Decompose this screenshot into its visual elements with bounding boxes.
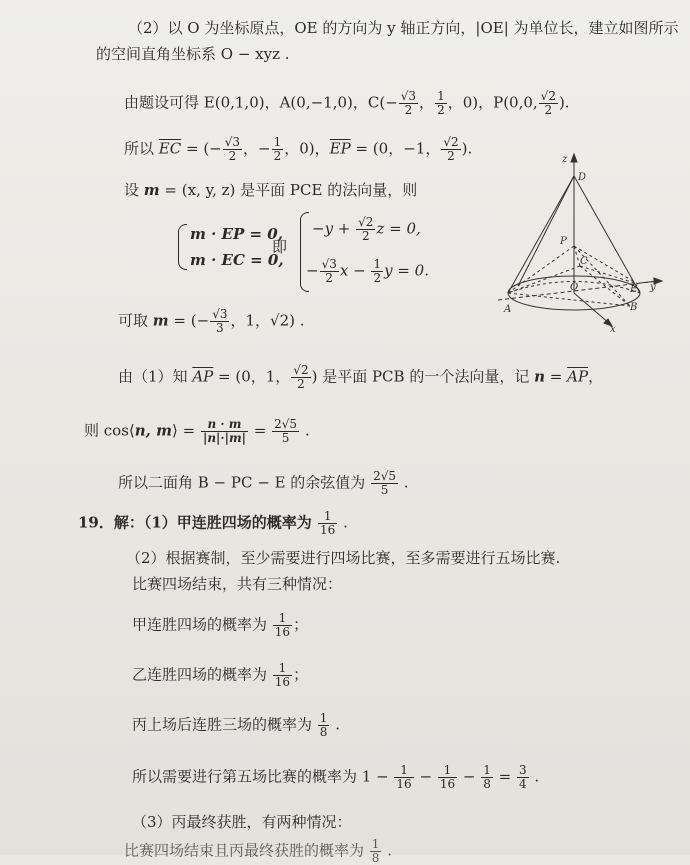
prob-fifth-game <box>132 764 539 791</box>
cos-part-a: 则 cos⟨ <box>84 421 135 440</box>
fifth-equals: = <box>493 767 516 786</box>
text-line-vectors <box>124 136 472 163</box>
fraction-1-over-8: $\frac{1}{8}$ <box>371 837 380 865</box>
jia-text: 甲连胜四场的概率为 <box>132 615 272 634</box>
vectors-part-a: 所以 <box>124 139 159 158</box>
label-p: P <box>560 236 567 247</box>
eq1-part-a: −y + <box>312 219 356 238</box>
text-line-take-m <box>118 308 305 335</box>
take-m-part-c: = (− <box>168 311 210 330</box>
fraction-sqrt2-over-2: $\frac{√2}{2}$ <box>293 363 309 391</box>
coords-part-d: ). <box>558 93 570 112</box>
fraction-2sqrt5-over-5: $\frac{2√5}{5}$ <box>274 417 298 445</box>
label-c: C <box>580 256 588 267</box>
problem-19-part-2: （2）根据赛制，至少需要进行四场比赛，至多需要进行五场比赛. <box>126 549 561 567</box>
vector-ep: $\overline{EP}$ <box>329 139 351 158</box>
cos-part-e: . <box>300 421 310 440</box>
coords-part-c: ，0)，P(0,0, <box>447 93 538 112</box>
text-line-ap <box>118 364 603 391</box>
cone-figure <box>498 148 678 338</box>
edge-da <box>518 176 574 286</box>
ap-part-c: = (0，1， <box>213 367 291 386</box>
system1-eq2: m · EC = 0, <box>190 251 284 269</box>
fraction-sqrt3-over-2: $\frac{√3}{2}$ <box>400 89 417 117</box>
line-pa <box>508 246 574 293</box>
eq2-part-c: y = 0. <box>384 261 429 280</box>
coords-comma: ， <box>419 93 435 112</box>
label-z: z <box>562 154 568 165</box>
eq1-part-b: z = 0, <box>376 219 421 238</box>
text-line-2: 的空间直角坐标系 O − xyz . <box>96 45 290 63</box>
vectors-part-d: ，− <box>243 139 271 158</box>
bing-text: 丙上场后连胜三场的概率为 <box>132 715 317 734</box>
label-b: B <box>630 302 638 313</box>
vector-ec: $\overline{EC}$ <box>158 139 182 158</box>
take-m-part-d: ，1，√2) . <box>230 311 305 330</box>
bing-final-end: . <box>382 841 392 860</box>
ap-part-f: = <box>545 367 568 386</box>
take-m-part-a: 可取 <box>118 311 153 330</box>
vectors-part-e: ，0)， <box>284 139 330 158</box>
fraction-sqrt2-over-2: $\frac{√2}{2}$ <box>358 215 374 243</box>
dihedral-part-a: 所以二面角 B − PC − E 的余弦值为 <box>118 473 371 492</box>
fraction-sqrt2-over-2: $\frac{√2}{2}$ <box>443 135 459 163</box>
label-x: x <box>610 324 616 335</box>
ap-part-d: ) 是平面 PCB 的一个法向量，记 <box>311 367 535 386</box>
fraction-sqrt3-over-2: $\frac{√3}{2}$ <box>321 257 337 285</box>
label-d: D <box>578 172 587 183</box>
prob-yi-wins-four <box>132 662 308 689</box>
text-line-cosine <box>84 418 310 445</box>
left-brace-1 <box>178 224 187 270</box>
vectors-n-m: n, m <box>134 421 172 440</box>
fraction-1-over-16: $\frac{1}{16}$ <box>274 611 291 639</box>
yi-text: 乙连胜四场的概率为 <box>132 665 272 684</box>
fifth-text: 所以需要进行第五场比赛的概率为 1 − <box>132 767 394 786</box>
fifth-end: . <box>529 767 540 786</box>
bing-end: . <box>330 715 340 734</box>
vectors-part-c: = (− <box>181 139 222 158</box>
vector-m: m <box>143 181 160 199</box>
jia-end: ； <box>293 615 309 634</box>
fraction-1-over-8: $\frac{1}{8}$ <box>319 711 328 739</box>
system2-eq2 <box>306 258 429 285</box>
fifth-minus-2: − <box>458 767 481 786</box>
cos-part-d: = <box>249 421 272 440</box>
label-e: E <box>630 284 638 295</box>
cos-part-c: ⟩ = <box>171 421 200 440</box>
bing-final-text: 比赛四场结束且丙最终获胜的概率为 <box>124 841 369 860</box>
fraction-3-over-4: $\frac{3}{4}$ <box>518 763 527 791</box>
vectors-part-h: ). <box>461 139 473 158</box>
fraction-1-over-2: $\frac{1}{2}$ <box>273 135 282 163</box>
fraction-1-over-8: $\frac{1}{8}$ <box>483 763 491 791</box>
fifth-minus-1: − <box>414 767 437 786</box>
prob-bing-wins-three <box>132 712 340 739</box>
prob-jia-wins-four <box>132 612 308 639</box>
fraction-sqrt2-over-2: $\frac{√2}{2}$ <box>540 89 556 117</box>
text-line-dihedral <box>118 470 409 497</box>
label-o: O <box>570 282 579 293</box>
problem-19-part-1 <box>78 510 348 537</box>
vectors-part-g: = (0，−1， <box>350 139 441 158</box>
z-axis-arrow <box>571 154 577 162</box>
q19-part-1-text: 19．解：（1）甲连胜四场的概率为 <box>78 513 318 532</box>
dihedral-part-b: . <box>398 473 409 492</box>
problem-19-four-games: 比赛四场结束，共有三种情况： <box>132 575 343 593</box>
fraction-2sqrt5-over-5: $\frac{2√5}{5}$ <box>373 469 396 497</box>
vector-ap: $\overline{AP}$ <box>567 367 589 386</box>
coords-part-a: 由题设可得 E(0,1,0)，A(0,−1,0)，C(− <box>124 93 398 112</box>
cone-side-right <box>574 176 640 293</box>
fraction-1-over-2: $\frac{1}{2}$ <box>437 89 445 117</box>
text-line-normal-vector <box>124 180 417 200</box>
system2-eq1 <box>312 216 421 243</box>
eq2-part-a: − <box>306 261 319 280</box>
fraction-dot-over-norms: $\frac{n \cdot m}{|n|\cdot|m|}$ <box>202 417 247 445</box>
ap-part-a: 由（1）知 <box>118 367 193 386</box>
text-line-coords <box>124 90 570 117</box>
eq2-part-b: x − <box>339 261 371 280</box>
q19-part-1-end: . <box>338 513 348 532</box>
ap-part-h: ， <box>588 367 604 386</box>
cone-side-left <box>508 176 574 293</box>
label-y: y <box>650 282 656 293</box>
prob-bing-final-cutoff <box>124 838 392 865</box>
line-cb <box>580 266 630 306</box>
fraction-sqrt3-over-2: $\frac{√3}{2}$ <box>224 135 241 163</box>
fraction-1-over-16: $\frac{1}{16}$ <box>320 509 336 537</box>
fraction-1-over-16: $\frac{1}{16}$ <box>439 763 456 791</box>
word-ji: 即 <box>272 238 288 256</box>
fraction-sqrt3-over-3: $\frac{√3}{3}$ <box>212 307 228 335</box>
fraction-1-over-16: $\frac{1}{16}$ <box>274 661 291 689</box>
system1-eq1: m · EP = 0, <box>190 225 283 243</box>
line-ab <box>508 293 630 306</box>
label-a: A <box>504 304 512 315</box>
problem-19-part-3: （3）丙最终获胜，有两种情况： <box>132 813 352 831</box>
vector-ap: $\overline{AP}$ <box>192 367 214 386</box>
vector-n: n <box>534 367 546 386</box>
fraction-1-over-2: $\frac{1}{2}$ <box>373 257 382 285</box>
normal-part-a: 设 <box>124 181 144 199</box>
fraction-1-over-16: $\frac{1}{16}$ <box>396 763 412 791</box>
yi-end: ； <box>293 665 309 684</box>
vector-m: m <box>152 311 169 330</box>
text-line-1: （2）以 O 为坐标原点，OE 的方向为 y 轴正方向，|OE| 为单位长，建立如图所示 <box>128 19 679 37</box>
normal-part-c: = (x, y, z) 是平面 PCE 的法向量，则 <box>159 181 418 199</box>
